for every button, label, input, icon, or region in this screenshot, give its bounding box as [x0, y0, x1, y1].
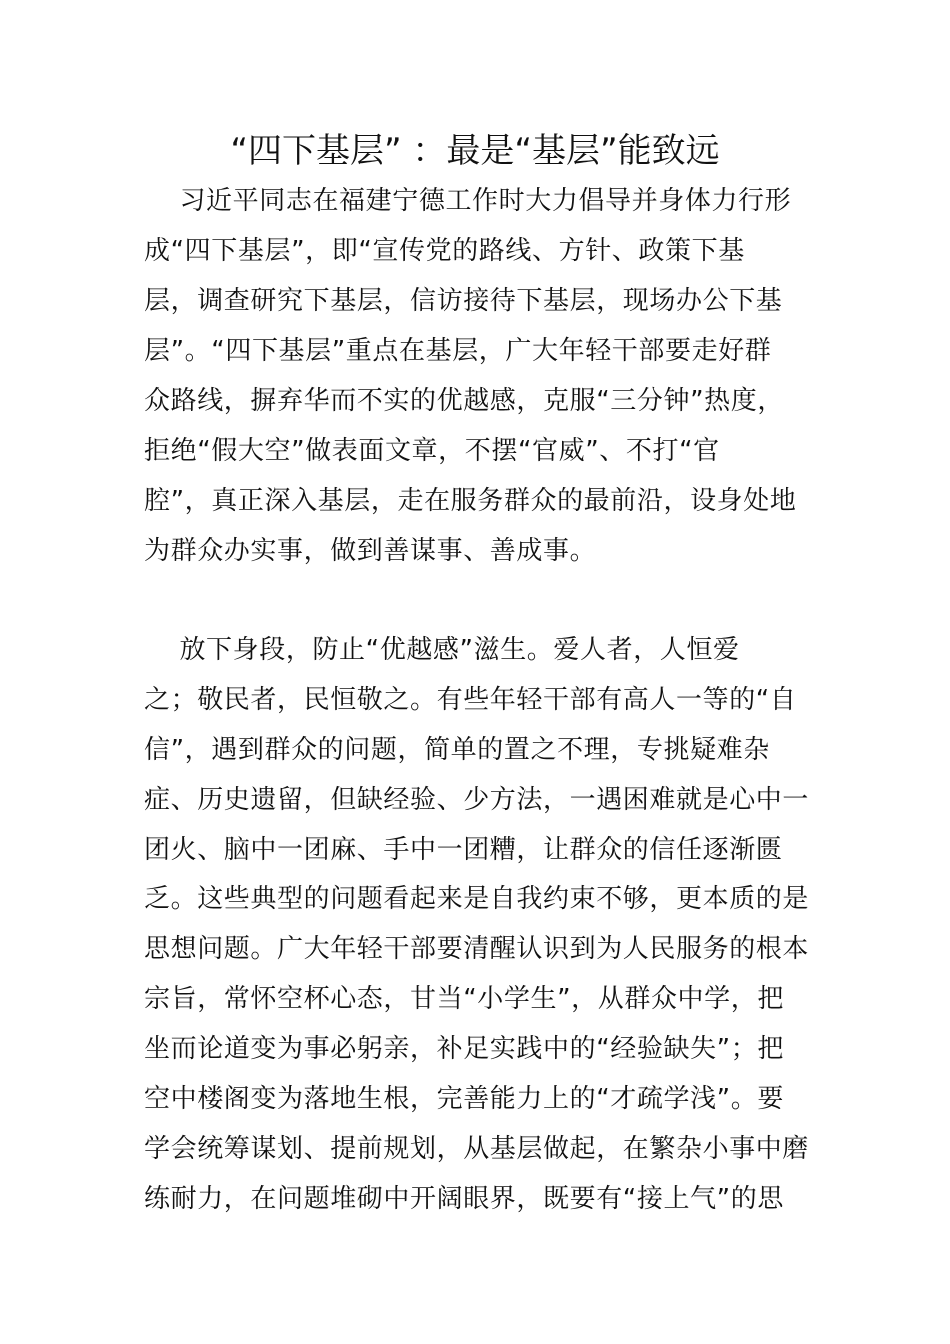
paragraph-line: 腔”，真正深入基层，走在服务群众的最前沿，设身处地	[144, 486, 797, 516]
paragraph-line: 之；敬民者，民恒敬之。有些年轻干部有高人一等的“自	[144, 685, 797, 715]
paragraph-line: 层，调查研究下基层，信访接待下基层，现场办公下基	[144, 286, 783, 316]
paragraph-line: 众路线，摒弃华而不实的优越感，克服“三分钟”热度，	[144, 386, 784, 416]
paragraph-line: 为群众办实事，做到善谋事、善成事。	[144, 536, 597, 566]
paragraph-line: 空中楼阁变为落地生根，完善能力上的“才疏学浅”。要	[144, 1084, 784, 1114]
paragraph-line: 习近平同志在福建宁德工作时大力倡导并身体力行形	[144, 186, 792, 216]
paragraph-line: 拒绝“假大空”做表面文章，不摆“官威”、不打“官	[144, 436, 720, 466]
paragraph-line: 症、历史遗留，但缺经验、少方法，一遇困难就是心中一	[144, 785, 810, 815]
paragraph-line: 层”。“四下基层”重点在基层，广大年轻干部要走好群	[144, 336, 772, 366]
document-title: “四下基层” ：最是“基层”能致远	[230, 131, 720, 171]
paragraph-line: 练耐力，在问题堆砌中开阔眼界，既要有“接上气”的思	[144, 1184, 784, 1214]
paragraph-line: 乏。这些典型的问题看起来是自我约束不够，更本质的是	[144, 884, 810, 914]
paragraph-line: 思想问题。广大年轻干部要清醒认识到为人民服务的根本	[144, 934, 810, 964]
paragraph-line: 信”，遇到群众的问题，简单的置之不理，专挑疑难杂	[144, 735, 770, 765]
paragraph-line: 成“四下基层”，即“宣传党的路线、方针、政策下基	[144, 236, 745, 266]
paragraph-line: 坐而论道变为事必躬亲，补足实践中的“经验缺失”；把	[144, 1034, 784, 1064]
paragraph-line: 宗旨，常怀空杯心态，甘当“小学生”，从群众中学，把	[144, 984, 784, 1014]
paragraph-line: 团火、脑中一团麻、手中一团糟，让群众的信任逐渐匮	[144, 835, 783, 865]
paragraph-line: 学会统筹谋划、提前规划，从基层做起，在繁杂小事中磨	[144, 1134, 810, 1164]
paragraph-line: 放下身段，防止“优越感”滋生。爱人者，人恒爱	[144, 635, 740, 665]
